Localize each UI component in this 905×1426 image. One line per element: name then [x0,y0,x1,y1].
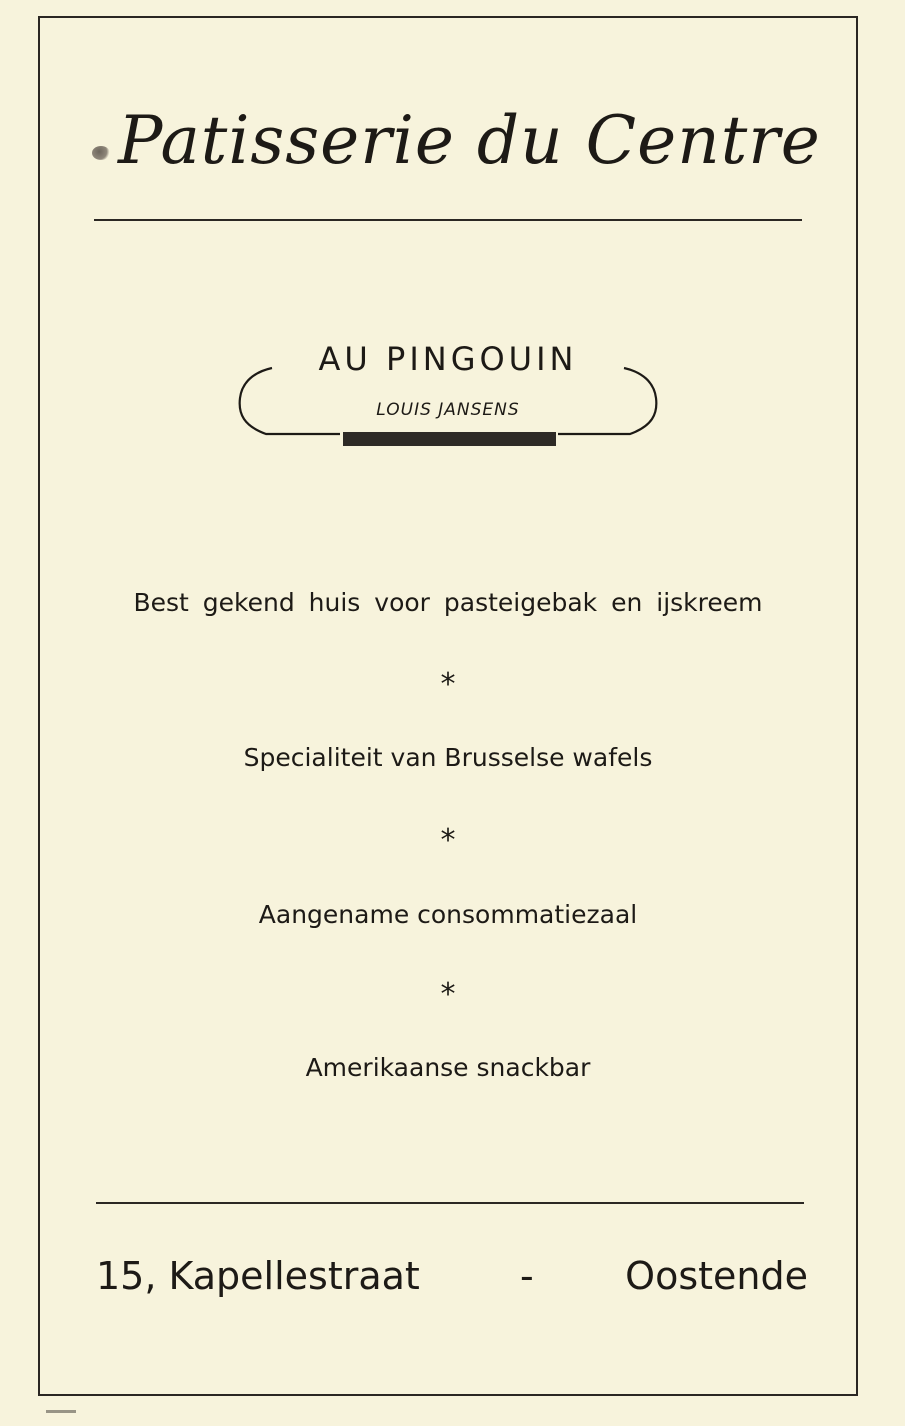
page-edge-mark [46,1410,76,1423]
ad-title: Patisserie du Centre [118,102,821,179]
ad-border-frame [38,16,858,1396]
feature-line-3: Aangename consommatiezaal [258,900,638,929]
feature-line-4: Amerikaanse snackbar [305,1053,591,1082]
top-divider [94,219,802,221]
asterisk-separator: * [440,667,456,702]
logo-underline-bar [343,432,556,446]
address-separator: - [520,1254,534,1298]
feature-line-1: Best gekend huis voor pasteigebak en ijskreem [133,588,763,617]
ink-blot-bullet [92,146,110,160]
logo-owner-name: LOUIS JANSENS [376,400,520,420]
logo-shop-name: AU PINGOUIN [318,340,578,378]
address-city: Oostende [625,1254,808,1298]
address-street: 15, Kapellestraat [96,1254,420,1298]
asterisk-separator: * [440,977,456,1012]
bottom-divider [96,1202,804,1204]
asterisk-separator: * [440,823,456,858]
shop-logo [232,338,664,450]
feature-line-2: Specialiteit van Brusselse wafels [243,743,653,772]
